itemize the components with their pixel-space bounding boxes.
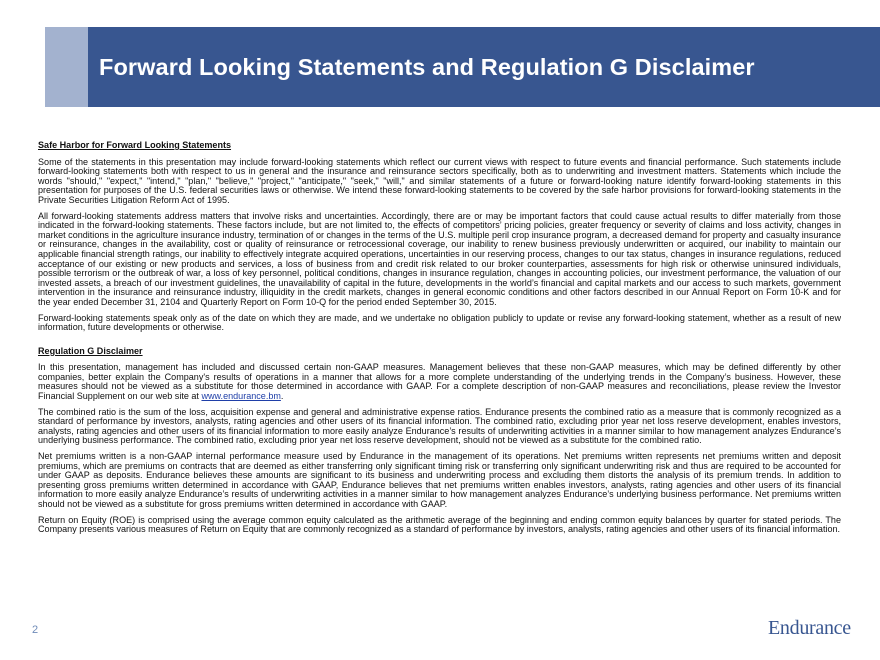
safe-harbor-heading: Safe Harbor for Forward Looking Statements (38, 140, 232, 150)
endurance-logo: Endurance (768, 617, 851, 639)
page-title: Forward Looking Statements and Regulation G Disclaimer (99, 53, 755, 80)
header-bar (88, 27, 880, 107)
regulation-g-paragraph-4: Return on Equity (ROE) is comprised using the average common equity calculated as the arithmetic average of the beginning and ending common equity balances by quarter for stated periods. The Company presents various measures of Return on Equity that are commonly recognized as a standard of performance by investors, analysts, rating agencies and other users of its financial information. (38, 514, 841, 535)
regulation-g-paragraph-3: Net premiums written is a non-GAAP internal performance measure used by Endurance in the management of its operations. Net premiums written represents net premiums written and deposit premiums, which are premiums on contracts that are deemed as either transferring only significant timing risk or transferring only significant underwriting risk and thus are required to be accounted for under GAAP as deposits. Endurance believes these amounts are significant to its business and underwriting process and excluding them distorts the analysis of its premium trends. In addition to presenting gross premiums written determined in accordance with GAAP, Endurance believes that net premiums written enables investors, analysts, rating agencies and other users of its financial information to more easily analyze Endurance’s results of underwriting activities in a manner similar to how management analyzes Endurance’s underlying business performance. Net premiums written should not be viewed as a substitute for gross premiums written determined in accordance with GAAP. (38, 451, 841, 509)
header-accent-block (45, 27, 88, 107)
safe-harbor-paragraph-1: Some of the statements in this presentation may include forward-looking statements which reflect our current views with respect to future events and financial performance. Such statements include forward-looking statements both with respect to us in general and the insurance and reinsurance sectors specifically, both as to underwriting and investment matters. Statements which include the words "should," "expect," "intend," "plan," "believe," "project," "anticipate," "seek," "will," and similar statements of a future or forward-looking nature identify forward-looking statements in this presentation for purposes of the U.S. federal securities laws or otherwise. We intend these forward-looking statements to be covered by the safe harbor provisions for forward-looking statements in the Private Securities Litigation Reform Act of 1995. (38, 156, 841, 205)
safe-harbor-paragraph-2: All forward-looking statements address matters that involve risks and uncertainties. Accordingly, there are or may be important factors that could cause actual results to differ materially from those indicated in the forward-looking statements. These factors include, but are not limited to, the effects of competitors’ pricing policies, greater frequency or severity of claims and loss activity, changes in market conditions in the agriculture insurance industry, termination of or changes in the terms of the U.S. multiple peril crop insurance program, a decreased demand for property and casualty insurance or reinsurance, changes in the availability, cost or quality of reinsurance or retrocessional coverage, our inability to renew business previously underwritten or acquired, our inability to maintain our applicable financial strength ratings, our inability to effectively integrate acquired operations, uncertainties in our reserving process, changes to our tax status, changes in insurance regulations, reduced acceptance of our existing or new products and services, a loss of business from and credit risk related to our broker counterparties, assessments for high risk or otherwise uninsured individuals, possible terrorism or the outbreak of war, a loss of key personnel, political conditions, changes in insurance regulation, changes in accounting policies, our investment performance, the valuation of our invested assets, a breach of our investment guidelines, the unavailability of capital in the future, developments in the world’s financial and capital markets and our access to such markets, government intervention in the insurance and reinsurance industry, illiquidity in the credit markets, changes in general economic conditions and other factors described in our Annual Report on Form 10-K and for the year ended December 31, 2104 and Quarterly Report on Form 10-Q for the period ended September 30, 2015. (38, 210, 841, 307)
safe-harbor-paragraph-3: Forward-looking statements speak only as of the date on which they are made, and we undertake no obligation publicly to update or revise any forward-looking statement, whether as a result of new information, future developments or otherwise. (38, 312, 841, 333)
regulation-g-paragraph-1 (38, 363, 841, 401)
page-number: 2 (32, 624, 39, 636)
website-link[interactable]: www.endurance.bm (201, 391, 281, 402)
regulation-g-paragraph-1-text: In this presentation, management has included and discussed certain non-GAAP measures. Management believes that these non-GAAP measures, which may be defined differently by other companies, better explain the Company's results of operations in a manner that allows for a more complete understanding of the underlying trends in the Company’s business. However, these measures should not be viewed as a substitute for those determined in accordance with GAAP. For a complete description of non-GAAP measures and reconciliations, please review the Investor Financial Supplement on our web site at (38, 362, 841, 402)
regulation-g-paragraph-2: The combined ratio is the sum of the loss, acquisition expense and general and administrative expense ratios. Endurance presents the combined ratio as a measure that is commonly recognized as a standard of performance by investors, analysts, rating agencies and other users of its financial information. The combined ratio, excluding prior year net loss reserve development, enables investors, analysts, rating agencies and other users of its financial information to more easily analyze Endurance’s results of underwriting activities in a manner similar to how management analyzes Endurance’s underlying business performance. The combined ratio, excluding prior year net loss reserve development, should not be viewed as a substitute for the combined ratio. (38, 406, 841, 446)
regulation-g-paragraph-1-end: . (280, 391, 284, 402)
disclaimer-content (38, 141, 841, 541)
regulation-g-heading: Regulation G Disclaimer (38, 345, 143, 356)
